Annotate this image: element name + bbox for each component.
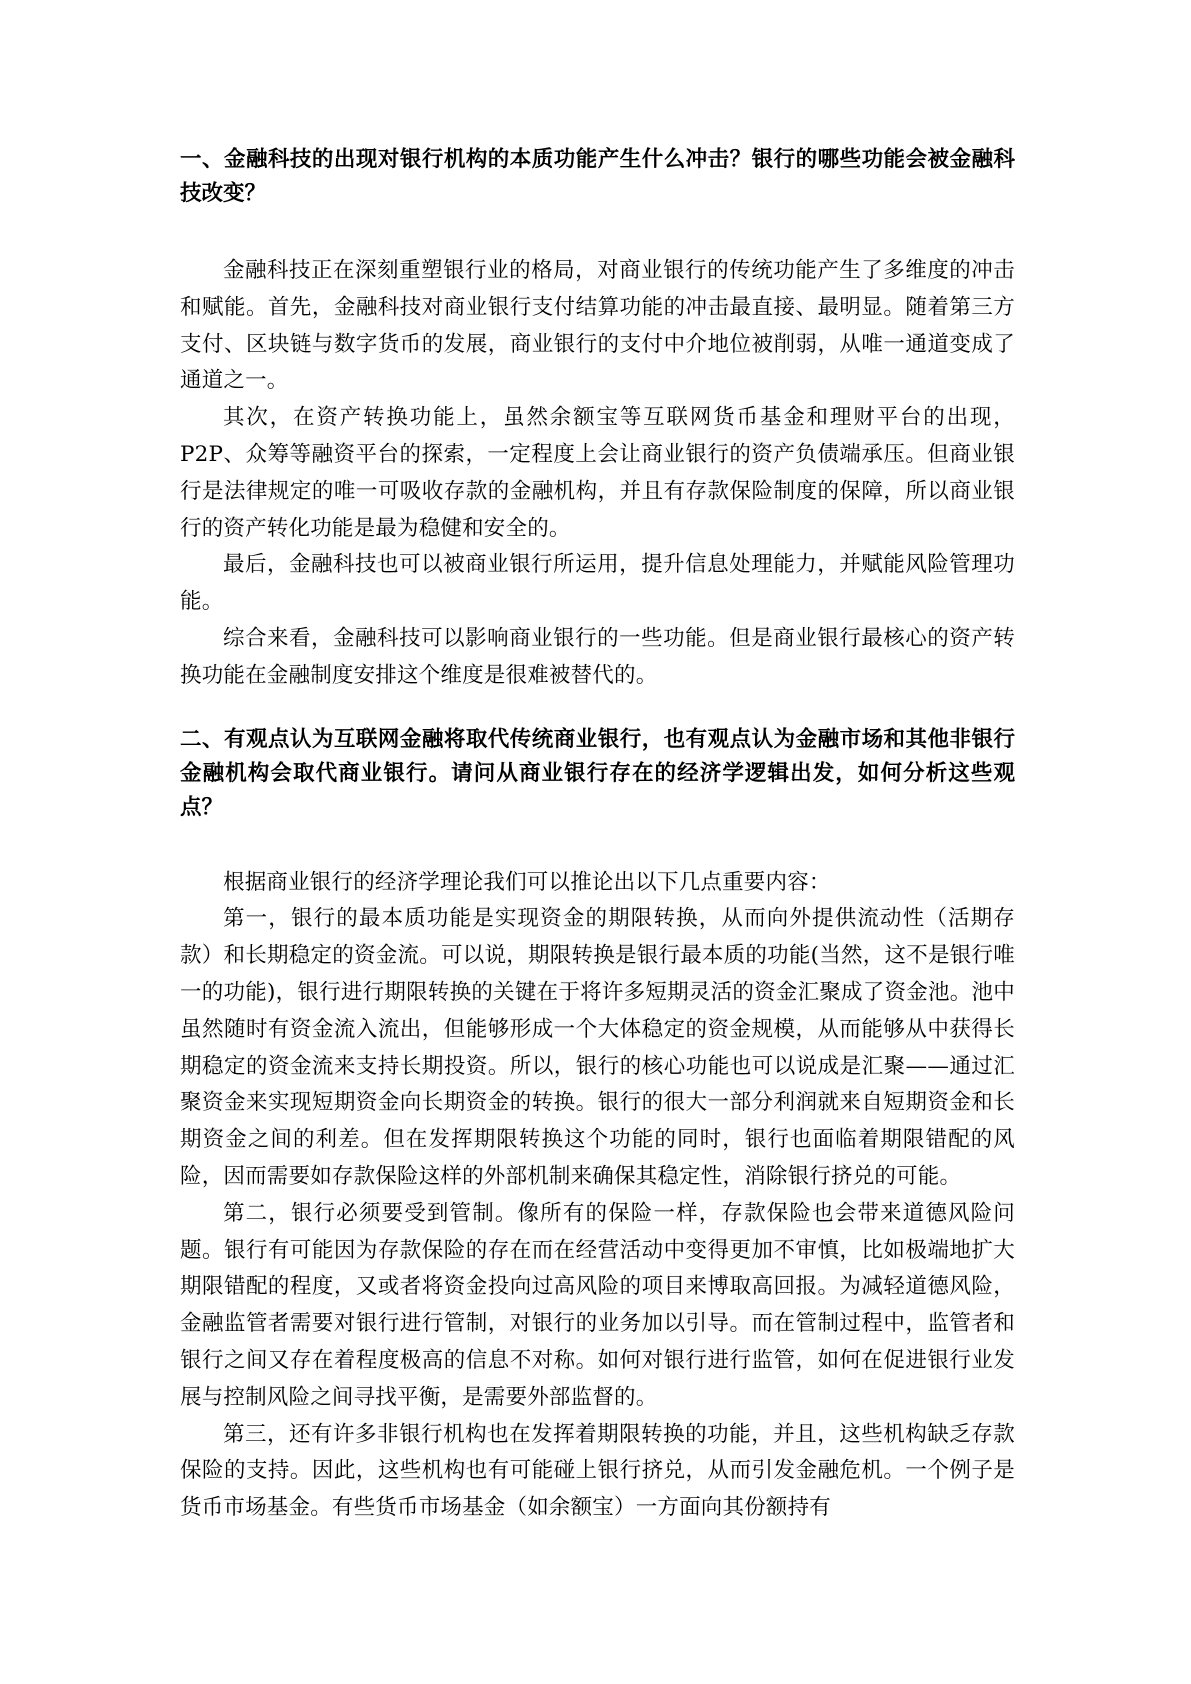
answer-paragraph: 根据商业银行的经济学理论我们可以推论出以下几点重要内容： (223, 869, 831, 895)
answer-paragraph: 综合来看，金融科技可以影响商业银行的一些功能。但是商业银行最核心的资产转换功能在金融制度安排这个维度是很难被替代的。 (180, 625, 1015, 688)
answer-paragraph: 金融科技正在深刻重塑银行业的格局，对商业银行的传统功能产生了多维度的冲击和赋能。首先，金融科技对商业银行支付结算功能的冲击最直接、最明显。随着第三方支付、区块链与数字货币的发展，商业银行的支付中介地位被削弱，从唯一通道变成了通道之一。 (180, 258, 1015, 394)
answer-paragraph: 第一，银行的最本质功能是实现资金的期限转换，从而向外提供流动性（活期存款）和长期稳定的资金流。可以说，期限转换是银行最本质的功能(当然，这不是银行唯一的功能)，银行进行期限转换的关键在于将许多短期灵活的资金汇聚成了资金池。池中虽然随时有资金流入流出，但能够形成一个大体稳定的资金规模，从而能够从中获得长期稳定的资金流来支持长期投资。所以，银行的核心功能也可以说成是汇聚——通过汇聚资金来实现短期资金向长期资金的转换。银行的很大一部分利润就来自短期资金和长期资金之间的利差。但在发挥期限转换这个功能的同时，银行也面临着期限错配的风险，因而需要如存款保险这样的外部机制来确保其稳定性，消除银行挤兑的可能。 (180, 906, 1015, 1189)
answer-paragraph: 最后，金融科技也可以被商业银行所运用，提升信息处理能力，并赋能风险管理功能。 (180, 552, 1015, 615)
answer-paragraph: 其次，在资产转换功能上，虽然余额宝等互联网货币基金和理财平台的出现，P2P、众筹等融资平台的探索，一定程度上会让商业银行的资产负债端承压。但商业银行是法律规定的唯一可吸收存款的金融机构，并且有存款保险制度的保障，所以商业银行的资产转化功能是最为稳健和安全的。 (180, 405, 1015, 541)
question-heading-2: 二、有观点认为互联网金融将取代传统商业银行，也有观点认为金融市场和其他非银行金融机构会取代商业银行。请问从商业银行存在的经济学逻辑出发，如何分析这些观点？ (180, 726, 1015, 820)
question-heading-1: 一、金融科技的出现对银行机构的本质功能产生什么冲击？银行的哪些功能会被金融科技改变？ (180, 147, 1015, 206)
answer-paragraph: 第三，还有许多非银行机构也在发挥着期限转换的功能，并且，这些机构缺乏存款保险的支持。因此，这些机构也有可能碰上银行挤兑，从而引发金融危机。一个例子是货币市场基金。有些货币市场基金（如余额宝）一方面向其份额持有 (180, 1421, 1015, 1521)
document-body (180, 143, 1015, 1527)
answer-paragraph: 第二，银行必须要受到管制。像所有的保险一样，存款保险也会带来道德风险问题。银行有可能因为存款保险的存在而在经营活动中变得更加不审慎，比如极端地扩大期限错配的程度，又或者将资金投向过高风险的项目来博取高回报。为减轻道德风险，金融监管者需要对银行进行管制，对银行的业务加以引导。而在管制过程中，监管者和银行之间又存在着程度极高的信息不对称。如何对银行进行监管，如何在促进银行业发展与控制风险之间寻找平衡，是需要外部监督的。 (180, 1200, 1015, 1410)
